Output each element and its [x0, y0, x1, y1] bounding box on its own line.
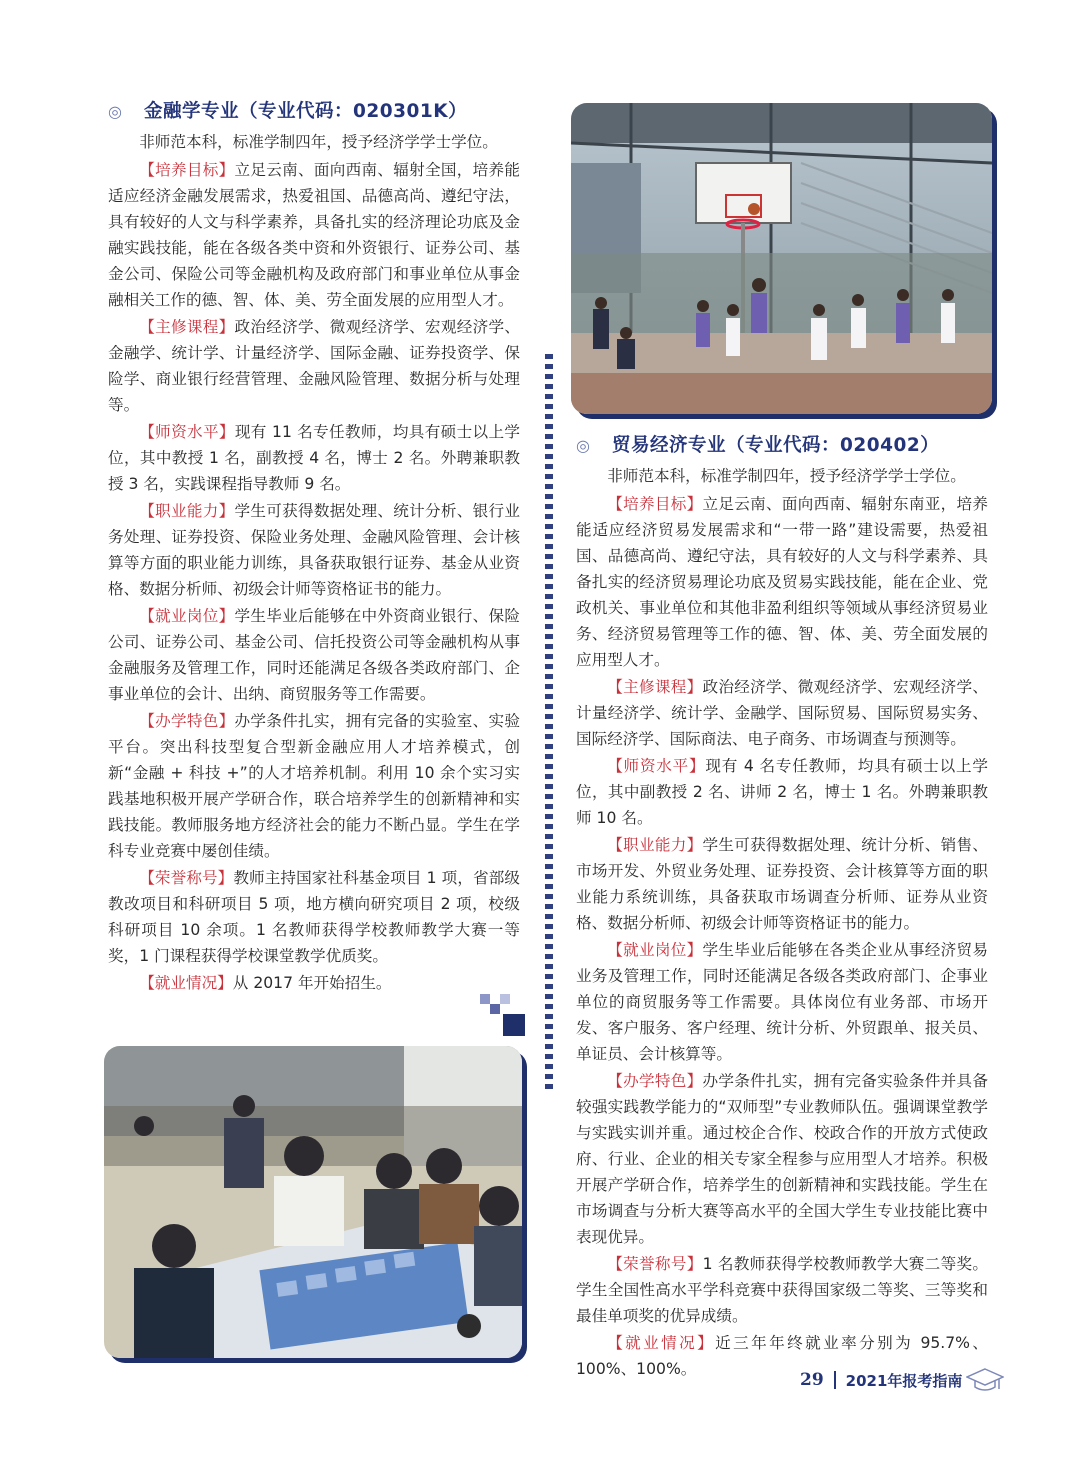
section-text: 学生可获得数据处理、统计分析、银行业务处理、证券投资、保险业务处理、金融风险管理、会计核算等方面的职业能力训练，具备获取银行证券、基金从业资格、数据分析师、初级会计师等资格证书的能力。 [108, 502, 520, 598]
dotted-divider [545, 354, 553, 1089]
trade-section [576, 1068, 988, 1250]
section-text: 学生毕业后能够在中外资商业银行、保险公司、证券公司、基金公司、信托投资公司等金融机构从事金融服务及管理工作，同时还能满足各级各类政府部门、企事业单位的会计、出纳、商贸服务等工作需要。 [108, 607, 520, 703]
finance-section [108, 865, 520, 969]
circle-bullet-icon: ◎ [108, 102, 122, 121]
section-text: 学生毕业后能够在各类企业从事经济贸易业务及管理工作，同时还能满足各级各类政府部门、企事业单位的商贸服务等工作需要。具体岗位有业务部、市场开发、客户服务、客户经理、统计分析、外贸跟单、报关员、单证员、会计核算等。 [576, 941, 988, 1063]
finance-section [108, 970, 520, 996]
trade-major-title: 贸易经济专业（专业代码：020402） [612, 435, 940, 456]
section-tag: 【职业能力】 [607, 836, 703, 854]
right-column [576, 433, 988, 1383]
section-tag: 【师资水平】 [607, 757, 706, 775]
trade-section [576, 832, 988, 936]
section-tag: 【职业能力】 [139, 502, 235, 520]
trade-section [576, 1251, 988, 1329]
section-text: 办学条件扎实，拥有完备的实验室、实验平台。突出科技型复合型新金融应用人才培养模式，创新“金融 + 科技 +”的人才培养机制。利用 10 余个实习实践基地积极开展产学研合作，联合培养学生的创新精神和实践技能。教师服务地方经济社会的能力不断凸显。学生在学科专业竞赛中屡创佳绩。 [108, 712, 520, 860]
classroom-scene [104, 1046, 522, 1358]
section-text: 政治经济学、微观经济学、宏观经济学、计量经济学、统计学、金融学、国际贸易、国际贸易实务、国际经济学、国际商法、电子商务、市场调查与预测等。 [576, 678, 988, 748]
section-tag: 【主修课程】 [139, 318, 235, 336]
basketball-scene [571, 103, 992, 414]
section-tag: 【就业岗位】 [139, 607, 235, 625]
section-tag: 【办学特色】 [607, 1072, 703, 1090]
section-text: 学生可获得数据处理、统计分析、销售、市场开发、外贸业务处理、证券投资、会计核算等方面的职业能力系统训练，具备获取市场调查分析师、证券从业资格、数据分析师、初级会计师等资格证书的能力。 [576, 836, 988, 932]
left-column [108, 99, 520, 997]
section-tag: 【就业情况】 [139, 974, 233, 992]
section-tag: 【荣誉称号】 [139, 869, 234, 887]
finance-section [108, 419, 520, 497]
section-text: 政治经济学、微观经济学、宏观经济学、金融学、统计学、计量经济学、国际金融、证券投资学、保险学、商业银行经营管理、金融风险管理、数据分析与处理等。 [108, 318, 520, 414]
page-number: 29 [800, 1370, 824, 1390]
circle-bullet-icon: ◎ [576, 436, 590, 455]
trade-section [576, 674, 988, 752]
section-text: 近三年年终就业率分别为 95.7%、100%、100%。 [576, 1334, 988, 1378]
section-text: 立足云南、面向西南、辐射全国，培养能适应经济金融发展需求，热爱祖国、品德高尚、遵纪守法，具有较好的人文与科学素养，具备扎实的经济理论功底及金融实践技能，能在各级各类中资和外资银行、证券公司、基金公司、保险公司等金融机构及政府部门和事业单位从事金融相关工作的德、智、体、美、劳全面发展的应用型人才。 [108, 161, 520, 309]
trade-intro: 非师范本科，标准学制四年，授予经济学学士学位。 [607, 467, 966, 485]
decorative-square [480, 994, 490, 1004]
section-tag: 【就业情况】 [607, 1334, 716, 1352]
section-text: 教师主持国家社科基金项目 1 项，省部级教改项目和科研项目 5 项，地方横向研究项目 2 项，校级科研项目 10 余项。1 名教师获得学校教师教学大赛一等奖，1 门课程获得学校课堂教学优质奖。 [108, 869, 520, 965]
finance-intro: 非师范本科，标准学制四年，授予经济学学士学位。 [139, 133, 498, 151]
section-tag: 【师资水平】 [139, 423, 235, 441]
finance-section [108, 498, 520, 602]
decorative-square [500, 994, 510, 1004]
section-tag: 【培养目标】 [139, 161, 235, 179]
trade-section [576, 491, 988, 673]
footer-divider [834, 1371, 836, 1389]
trade-section [576, 753, 988, 831]
finance-section [108, 157, 520, 313]
right-heading [576, 433, 988, 459]
section-tag: 【就业岗位】 [607, 941, 703, 959]
section-text: 现有 11 名专任教师，均具有硕士以上学位，其中教授 1 名，副教授 4 名，博士 2 名。外聘兼职教授 3 名，实践课程指导教师 9 名。 [108, 423, 520, 493]
section-text: 办学条件扎实，拥有完备实验条件并具备较强实践教学能力的“双师型”专业教师队伍。强调课堂教学与实践实训并重。通过校企合作、校政合作的开放方式使政府、行业、企业的相关专家全程参与应用型人才培养。积极开展产学研合作，培养学生的创新精神和实践技能。学生在市场调查与分析大赛等高水平的全国大学生专业技能比赛中表现优异。 [576, 1072, 988, 1246]
section-tag: 【主修课程】 [607, 678, 703, 696]
section-tag: 【培养目标】 [607, 495, 703, 513]
guide-title: 2021年报考指南 [845, 1371, 963, 1390]
page-footer [800, 1367, 1004, 1393]
section-tag: 【荣誉称号】 [607, 1255, 703, 1273]
section-text: 现有 4 名专任教师，均具有硕士以上学位，其中副教授 2 名、讲师 2 名，博士 1 名。外聘兼职教师 10 名。 [576, 757, 988, 827]
finance-section [108, 708, 520, 864]
section-tag: 【办学特色】 [139, 712, 235, 730]
section-text: 立足云南、面向西南、辐射东南亚，培养能适应经济贸易发展需求和“一带一路”建设需要，热爱祖国、品德高尚、遵纪守法，具有较好的人文与科学素养、具备扎实的经济贸易理论功底及贸易实践技能，能在企业、党政机关、事业单位和其他非盈利组织等领域从事经济贸易业务、经济贸易管理等工作的德、智、体、美、劳全面发展的应用型人才。 [576, 495, 988, 669]
decorative-square [503, 1014, 525, 1036]
finance-section [108, 603, 520, 707]
trade-section [576, 937, 988, 1067]
section-text: 从 2017 年开始招生。 [232, 974, 392, 992]
left-heading [108, 99, 520, 125]
finance-major-title: 金融学专业（专业代码：020301K） [144, 101, 468, 122]
classroom-photo [104, 1046, 522, 1358]
finance-section [108, 314, 520, 418]
basketball-photo [571, 103, 992, 414]
section-text: 1 名教师获得学校教师教学大赛二等奖。学生全国性高水平学科竞赛中获得国家级二等奖、三等奖和最佳单项奖的优异成绩。 [576, 1255, 988, 1325]
decorative-square [490, 1004, 500, 1014]
graduation-cap-icon [966, 1367, 1004, 1393]
